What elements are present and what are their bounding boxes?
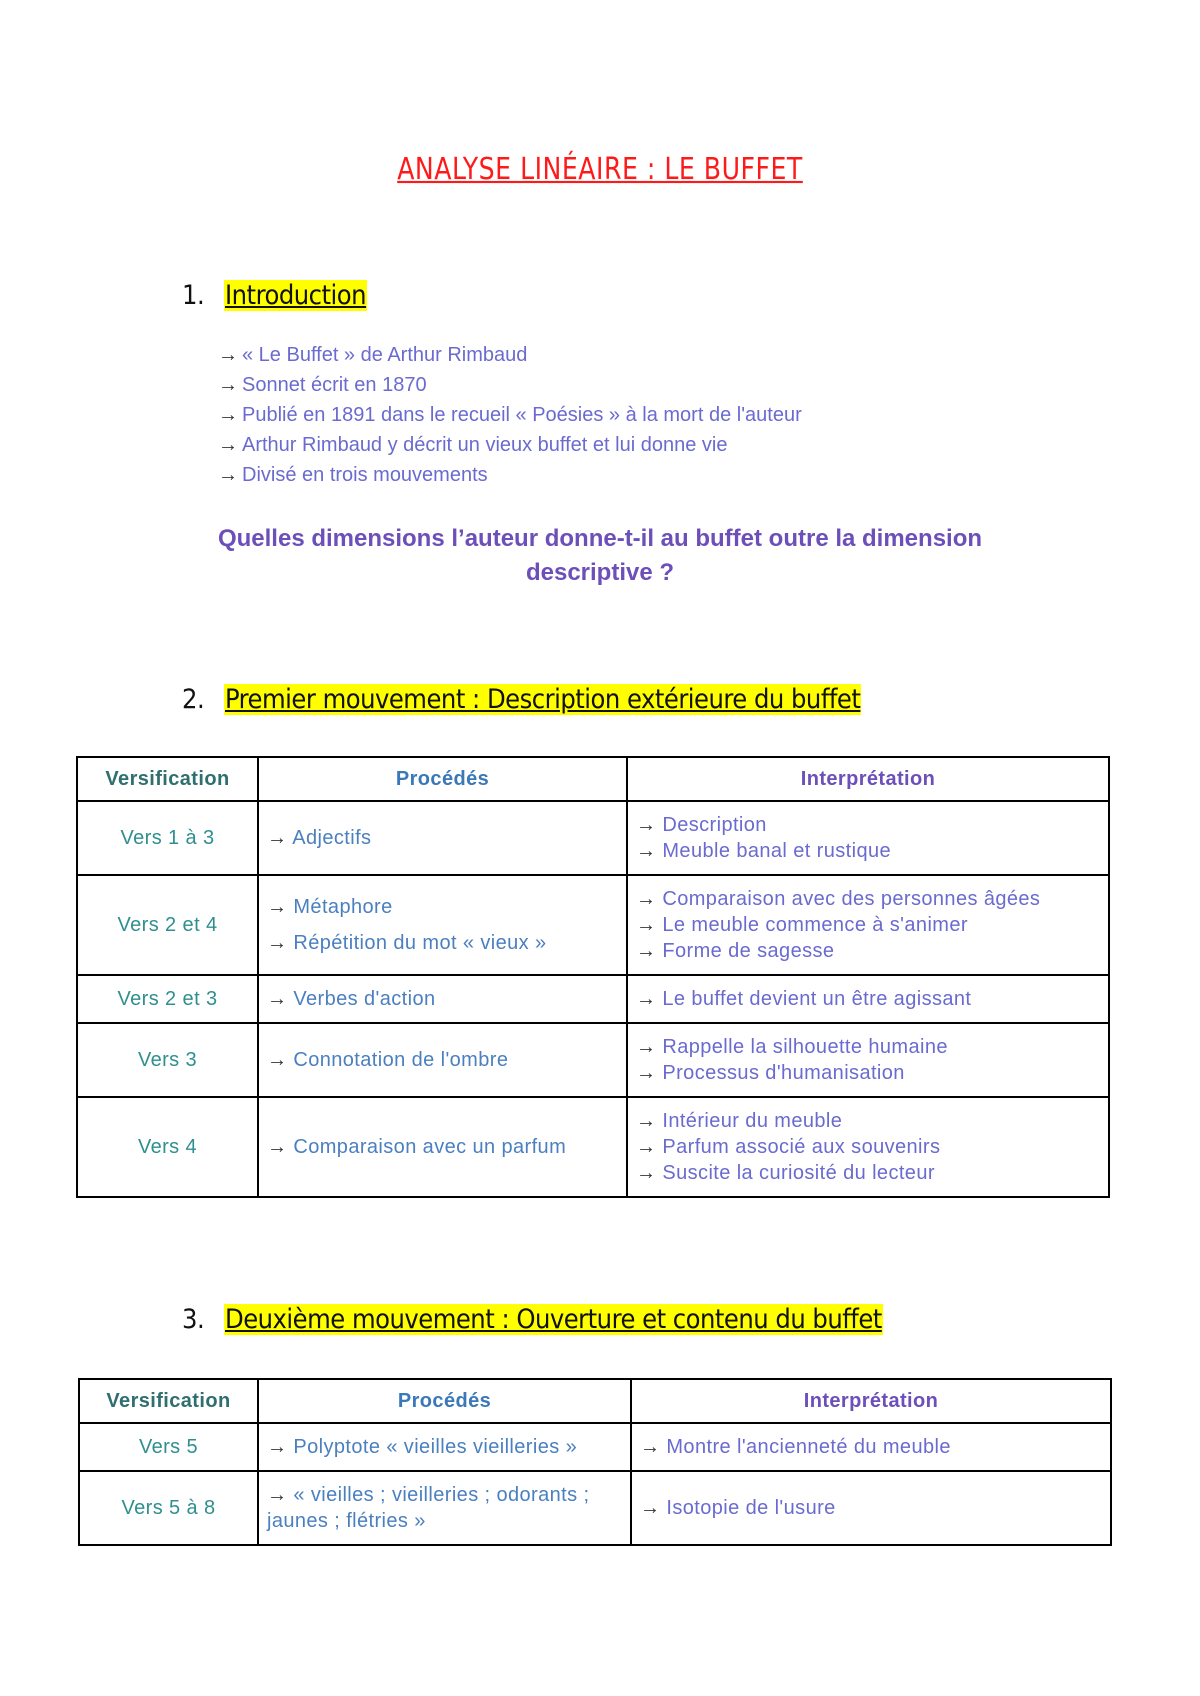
table-row: [77, 875, 1109, 975]
table-row: [77, 975, 1109, 1023]
table-row: [77, 1097, 1109, 1197]
table-premier-mouvement: [76, 756, 1110, 1198]
table-row: [77, 1023, 1109, 1097]
section-number: 2.: [182, 684, 205, 715]
arrow-icon: →: [218, 464, 238, 486]
arrow-icon: →: [218, 434, 238, 456]
table-row: [79, 1423, 1111, 1471]
section-title: Deuxième mouvement : Ouverture et contenu du buffet: [225, 1304, 882, 1335]
list-item: → Publié en 1891 dans le recueil « Poésies » à la mort de l'auteur: [218, 404, 802, 426]
table-deuxieme-mouvement: [78, 1378, 1112, 1546]
procedes-cell: → Comparaison avec un parfum: [258, 1097, 627, 1197]
interpretation-cell: → Isotopie de l'usure: [631, 1471, 1111, 1545]
section-heading-introduction: [182, 280, 367, 311]
table-header-row: [79, 1379, 1111, 1423]
section-title: Introduction: [225, 280, 367, 311]
column-header-interpretation: Interprétation: [627, 757, 1109, 801]
table-row: [79, 1471, 1111, 1545]
column-header-versification: Versification: [77, 757, 258, 801]
section-title: Premier mouvement : Description extérieure du buffet: [225, 684, 861, 715]
table-row: [77, 801, 1109, 875]
interpretation-cell: → Rappelle la silhouette humaine → Processus d'humanisation: [627, 1023, 1109, 1097]
procedes-cell: → Connotation de l'ombre: [258, 1023, 627, 1097]
column-header-interpretation: Interprétation: [631, 1379, 1111, 1423]
procedes-cell: → Métaphore → Répétition du mot « vieux »: [258, 875, 627, 975]
interpretation-cell: → Le buffet devient un être agissant: [627, 975, 1109, 1023]
interpretation-cell: → Comparaison avec des personnes âgées → Le meuble commence à s'animer → Forme de sagesse: [627, 875, 1109, 975]
vers-cell: Vers 5: [79, 1423, 258, 1471]
document-title: ANALYSE LINÉAIRE : LE BUFFET: [397, 150, 803, 187]
arrow-icon: →: [218, 344, 238, 366]
interpretation-cell: → Montre l'ancienneté du meuble: [631, 1423, 1111, 1471]
vers-cell: Vers 5 à 8: [79, 1471, 258, 1545]
arrow-icon: →: [218, 374, 238, 396]
section-heading-premier-mouvement: [182, 684, 861, 715]
section-number: 3.: [182, 1304, 205, 1335]
column-header-versification: Versification: [79, 1379, 258, 1423]
vers-cell: Vers 3: [77, 1023, 258, 1097]
list-item: → « Le Buffet » de Arthur Rimbaud: [218, 344, 528, 366]
vers-cell: Vers 1 à 3: [77, 801, 258, 875]
vers-cell: Vers 4: [77, 1097, 258, 1197]
vers-cell: Vers 2 et 3: [77, 975, 258, 1023]
table-header-row: [77, 757, 1109, 801]
vers-cell: Vers 2 et 4: [77, 875, 258, 975]
procedes-cell: → Polyptote « vieilles vieilleries »: [258, 1423, 631, 1471]
procedes-cell: → Adjectifs: [258, 801, 627, 875]
column-header-procedes: Procédés: [258, 1379, 631, 1423]
section-number: 1.: [182, 280, 205, 311]
arrow-icon: →: [218, 404, 238, 426]
column-header-procedes: Procédés: [258, 757, 627, 801]
interpretation-cell: → Description → Meuble banal et rustique: [627, 801, 1109, 875]
list-item: → Divisé en trois mouvements: [218, 464, 488, 486]
interpretation-cell: → Intérieur du meuble → Parfum associé aux souvenirs → Suscite la curiosité du lecteur: [627, 1097, 1109, 1197]
intro-list: [218, 340, 802, 490]
list-item: → Arthur Rimbaud y décrit un vieux buffet et lui donne vie: [218, 434, 728, 456]
procedes-cell: → « vieilles ; vieilleries ; odorants ; jaunes ; flétries »: [258, 1471, 631, 1545]
section-heading-deuxieme-mouvement: [182, 1304, 883, 1335]
procedes-cell: → Verbes d'action: [258, 975, 627, 1023]
list-item: → Sonnet écrit en 1870: [218, 374, 427, 396]
problematic-question: Quelles dimensions l’auteur donne-t-il au buffet outre la dimension descriptive ?: [217, 525, 983, 586]
